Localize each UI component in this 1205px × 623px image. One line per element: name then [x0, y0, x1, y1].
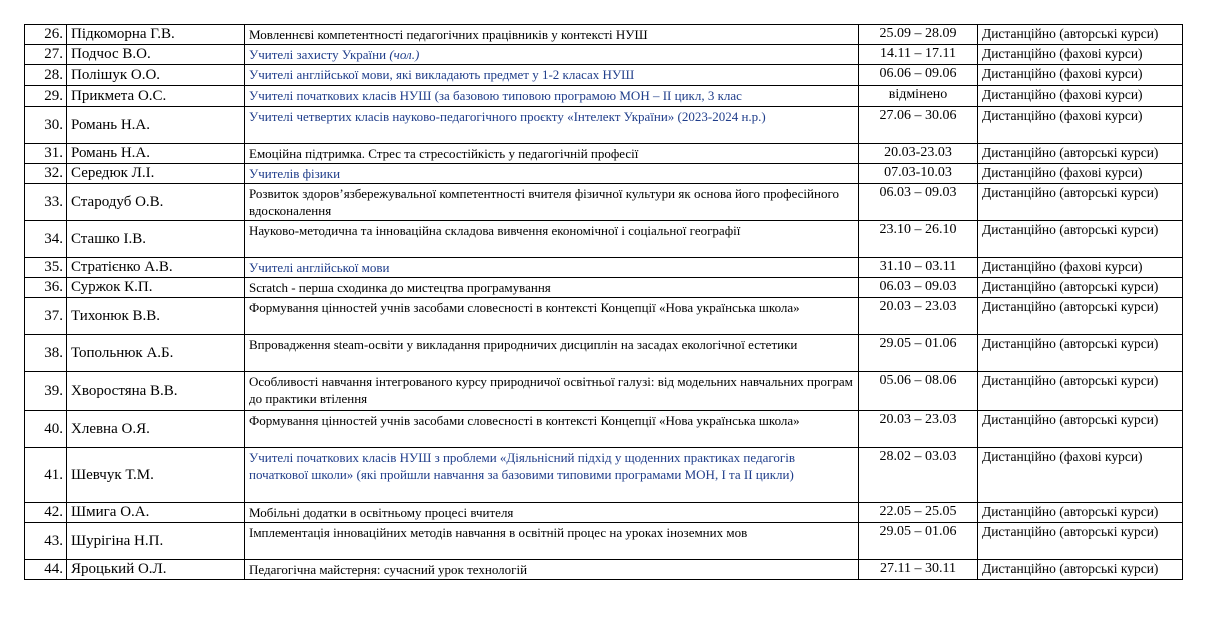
teacher-name: Сташко І.В. [67, 221, 245, 258]
course-title-note: (чол.) [389, 47, 420, 62]
table-row [25, 45, 1183, 65]
course-title [245, 65, 859, 86]
courses-table-body [25, 25, 1183, 580]
table-row [25, 411, 1183, 448]
row-number: 32. [25, 164, 67, 184]
table-row [25, 372, 1183, 411]
course-dates: відмінено [859, 86, 978, 107]
course-dates: 27.06 – 30.06 [859, 107, 978, 144]
course-dates: 29.05 – 01.06 [859, 335, 978, 372]
teacher-name: Прикмета О.С. [67, 86, 245, 107]
teacher-name: Хлевна О.Я. [67, 411, 245, 448]
course-dates: 20.03 – 23.03 [859, 411, 978, 448]
course-title [245, 144, 859, 164]
table-row [25, 107, 1183, 144]
course-format: Дистанційно (фахові курси) [978, 107, 1183, 144]
course-format: Дистанційно (фахові курси) [978, 258, 1183, 278]
course-dates: 06.03 – 09.03 [859, 184, 978, 221]
course-title-text: Учителів фізики [249, 166, 341, 181]
teacher-name: Стародуб О.В. [67, 184, 245, 221]
course-title-text: Формування цінностей учнів засобами словесності в контексті Концепції «Нова українська школа» [249, 413, 800, 428]
course-title-text: Науково-методична та інноваційна складова вивчення економічної і соціальної географії [249, 223, 741, 238]
row-number: 28. [25, 65, 67, 86]
teacher-name: Шмига О.А. [67, 503, 245, 523]
course-title [245, 221, 859, 258]
course-dates: 06.06 – 09.06 [859, 65, 978, 86]
course-format: Дистанційно (авторські курси) [978, 523, 1183, 560]
course-dates: 25.09 – 28.09 [859, 25, 978, 45]
course-title-text: Імплементація інноваційних методів навчання в освітній процес на уроках іноземних мов [249, 525, 748, 540]
course-dates: 29.05 – 01.06 [859, 523, 978, 560]
course-dates: 20.03 – 23.03 [859, 298, 978, 335]
table-row [25, 184, 1183, 221]
course-dates: 06.03 – 09.03 [859, 278, 978, 298]
course-title [245, 184, 859, 221]
teacher-name: Подчос В.О. [67, 45, 245, 65]
course-format: Дистанційно (авторські курси) [978, 184, 1183, 221]
course-format: Дистанційно (фахові курси) [978, 164, 1183, 184]
course-title [245, 278, 859, 298]
course-title [245, 86, 859, 107]
course-format: Дистанційно (авторські курси) [978, 144, 1183, 164]
course-title-text: Мовленнєві компетентності педагогічних працівників у контексті НУШ [249, 27, 648, 42]
course-format: Дистанційно (авторські курси) [978, 372, 1183, 411]
row-number: 26. [25, 25, 67, 45]
row-number: 38. [25, 335, 67, 372]
course-title-text: Педагогічна майстерня: сучасний урок технологій [249, 562, 528, 577]
course-title [245, 411, 859, 448]
course-title [245, 258, 859, 278]
course-dates: 22.05 – 25.05 [859, 503, 978, 523]
teacher-name: Середюк Л.І. [67, 164, 245, 184]
teacher-name: Стратієнко А.В. [67, 258, 245, 278]
row-number: 39. [25, 372, 67, 411]
row-number: 35. [25, 258, 67, 278]
course-format: Дистанційно (авторські курси) [978, 560, 1183, 580]
course-format: Дистанційно (авторські курси) [978, 298, 1183, 335]
course-title-text: Учителі початкових класів НУШ (за базовою типовою програмою МОН – ІІ цикл, 3 клас [249, 88, 742, 103]
teacher-name: Полішук О.О. [67, 65, 245, 86]
course-title-text: Учителі захисту України [249, 47, 390, 62]
teacher-name: Підкоморна Г.В. [67, 25, 245, 45]
teacher-name: Яроцький О.Л. [67, 560, 245, 580]
course-title [245, 335, 859, 372]
teacher-name: Романь Н.А. [67, 144, 245, 164]
course-format: Дистанційно (фахові курси) [978, 65, 1183, 86]
course-format: Дистанційно (авторські курси) [978, 221, 1183, 258]
course-dates: 27.11 – 30.11 [859, 560, 978, 580]
row-number: 41. [25, 448, 67, 503]
course-dates: 23.10 – 26.10 [859, 221, 978, 258]
teacher-name: Хворостяна В.В. [67, 372, 245, 411]
course-title [245, 560, 859, 580]
course-format: Дистанційно (авторські курси) [978, 25, 1183, 45]
course-dates: 31.10 – 03.11 [859, 258, 978, 278]
table-row [25, 164, 1183, 184]
row-number: 33. [25, 184, 67, 221]
course-title [245, 25, 859, 45]
course-title-text: Учителі початкових класів НУШ з проблеми «Діяльнісний підхід у щоденних практиках педагогів початкової школи» (які пройшли навчання за базовими типовими програмами МОН, І та ІІ цикли) [249, 450, 795, 482]
table-row [25, 335, 1183, 372]
row-number: 29. [25, 86, 67, 107]
course-title-text: Учителі англійської мови [249, 260, 390, 275]
teacher-name: Шурігіна Н.П. [67, 523, 245, 560]
course-title [245, 164, 859, 184]
table-row [25, 560, 1183, 580]
course-format: Дистанційно (фахові курси) [978, 448, 1183, 503]
courses-table [24, 24, 1183, 580]
table-row [25, 25, 1183, 45]
table-row [25, 65, 1183, 86]
course-dates: 14.11 – 17.11 [859, 45, 978, 65]
table-row [25, 448, 1183, 503]
course-title [245, 45, 859, 65]
teacher-name: Тихонюк В.В. [67, 298, 245, 335]
course-title-text: Впровадження steam-освіти у викладання природничих дисциплін на засадах екологічної естетики [249, 337, 798, 352]
teacher-name: Суржок К.П. [67, 278, 245, 298]
course-format: Дистанційно (авторські курси) [978, 411, 1183, 448]
course-dates: 28.02 – 03.03 [859, 448, 978, 503]
row-number: 36. [25, 278, 67, 298]
course-title-text: Формування цінностей учнів засобами словесності в контексті Концепції «Нова українська школа» [249, 300, 800, 315]
teacher-name: Топольнюк А.Б. [67, 335, 245, 372]
table-row [25, 144, 1183, 164]
table-row [25, 523, 1183, 560]
course-title-text: Розвиток здоров’язбережувальної компетентності вчителя фізичної культури як основа його професійного вдосконалення [249, 186, 839, 218]
teacher-name: Шевчук Т.М. [67, 448, 245, 503]
table-row [25, 86, 1183, 107]
course-title-text: Особливості навчання інтегрованого курсу природничої освітньої галузі: від модельних навчальних програм до практики втілення [249, 374, 853, 406]
course-title [245, 298, 859, 335]
row-number: 44. [25, 560, 67, 580]
course-title-text: Учителі англійської мови, які викладають предмет у 1-2 класах НУШ [249, 67, 635, 82]
course-title [245, 523, 859, 560]
row-number: 37. [25, 298, 67, 335]
row-number: 42. [25, 503, 67, 523]
course-format: Дистанційно (авторські курси) [978, 503, 1183, 523]
course-format: Дистанційно (фахові курси) [978, 45, 1183, 65]
course-title-text: Scratch - перша сходинка до мистецтва програмування [249, 280, 551, 295]
table-row [25, 258, 1183, 278]
row-number: 31. [25, 144, 67, 164]
row-number: 40. [25, 411, 67, 448]
course-dates: 07.03-10.03 [859, 164, 978, 184]
teacher-name: Романь Н.А. [67, 107, 245, 144]
table-row [25, 298, 1183, 335]
course-title-text: Учителі четвертих класів науково-педагогічного проєкту «Інтелект України» (2023-2024 н.р.) [249, 109, 766, 124]
table-row [25, 503, 1183, 523]
course-dates: 20.03-23.03 [859, 144, 978, 164]
course-title [245, 107, 859, 144]
row-number: 27. [25, 45, 67, 65]
course-title [245, 448, 859, 503]
course-dates: 05.06 – 08.06 [859, 372, 978, 411]
row-number: 34. [25, 221, 67, 258]
course-title-text: Мобільні додатки в освітньому процесі вчителя [249, 505, 514, 520]
course-title [245, 503, 859, 523]
row-number: 43. [25, 523, 67, 560]
course-title-text: Емоційна підтримка. Стрес та стресостійкість у педагогічній професії [249, 146, 639, 161]
course-format: Дистанційно (авторські курси) [978, 278, 1183, 298]
course-format: Дистанційно (авторські курси) [978, 335, 1183, 372]
course-format: Дистанційно (фахові курси) [978, 86, 1183, 107]
course-title [245, 372, 859, 411]
table-row [25, 278, 1183, 298]
row-number: 30. [25, 107, 67, 144]
table-row [25, 221, 1183, 258]
